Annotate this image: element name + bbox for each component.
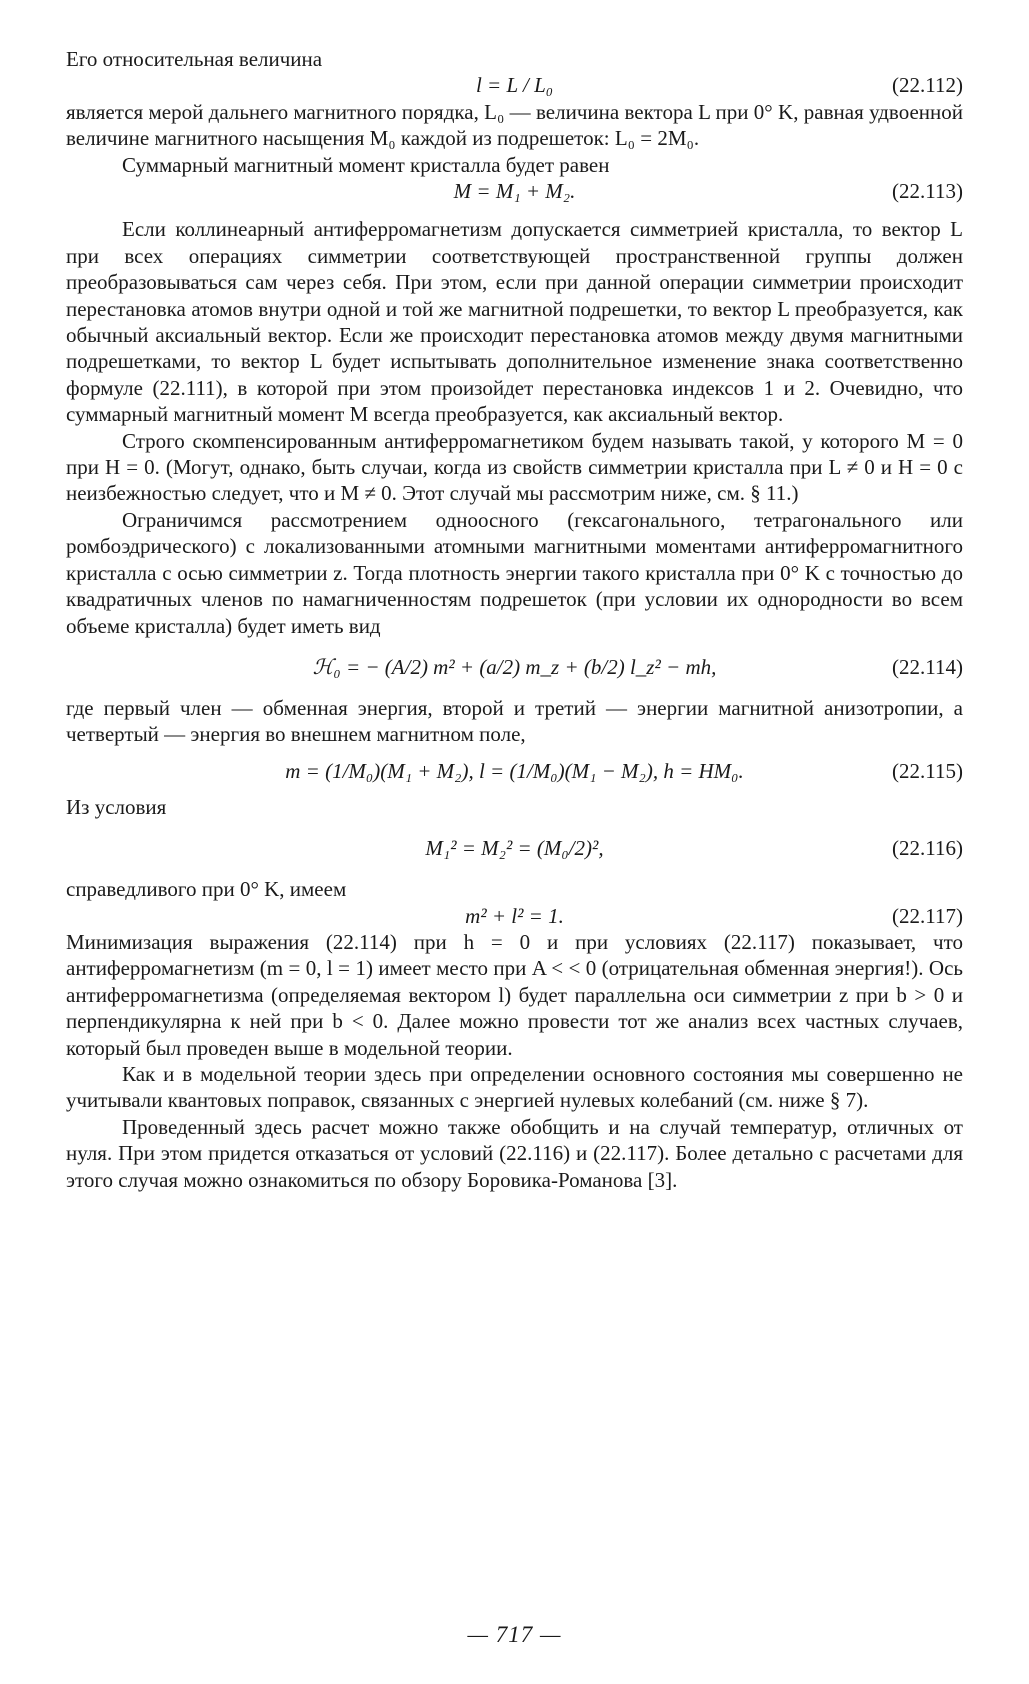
equation-number: (22.115) bbox=[892, 758, 963, 783]
equation-formula: ℋ₀ = − (A/2) m² + (a/2) m_z + (b/2) l_z² − mh, bbox=[312, 654, 717, 679]
paragraph: Суммарный магнитный момент кристалла будет равен bbox=[122, 152, 610, 177]
equation bbox=[66, 748, 963, 794]
paragraph: Минимизация выражения (22.114) при h = 0 и при условиях (22.117) показывает, что антиферромагнетизм (m = 0, l = 1) имеет место при A < < 0 (отрицательная обменная энергия!). Ось антиферромагнетизма (определяемая вектором l) будет параллельна оси симметрии z при b > 0 и перпендикулярна к ней при b < 0. Далее можно провести тот же анализ всех частных случаев, который был проведен выше в модельной теории. bbox=[66, 929, 963, 1060]
equation-formula: m = (1/M₀)(M₁ + M₂), l = (1/M₀)(M₁ − M₂), h = HM₀. bbox=[285, 758, 744, 783]
paragraph: Ограничимся рассмотрением одноосного (гексагонального, тетрагонального или ромбоэдрического) с локализованными атомными магнитными моментами антиферромагнитного кристалла с осью симметрии z. Тогда плотность энергии такого кристалла при 0° K с точностью до квадратичных членов по намагниченностям подрешеток (при условии их однородности во всем объеме кристалла) будет иметь вид bbox=[66, 507, 963, 638]
paragraph: Из условия bbox=[66, 794, 167, 819]
equation-formula: l = L / L₀ bbox=[475, 73, 554, 98]
equation-formula: M₁² = M₂² = (M₀/2)², bbox=[425, 836, 604, 861]
paragraph: справедливого при 0° K, имеем bbox=[66, 877, 347, 902]
equation-formula: M = M₁ + M₂. bbox=[453, 179, 576, 204]
equation-formula: m² + l² = 1. bbox=[465, 903, 564, 928]
paragraph: является мерой дальнего магнитного порядка, L₀ — величина вектора L при 0° K, равная удвоенной величине магнитного насыщения M₀ каждой из подрешеток: L₀ = 2M₀. bbox=[66, 99, 963, 151]
equation bbox=[66, 903, 963, 929]
equation-number: (22.114) bbox=[892, 654, 963, 679]
equation-number: (22.112) bbox=[892, 73, 963, 98]
page-body bbox=[66, 46, 963, 1193]
paragraph: Если коллинеарный антиферромагнетизм допускается симметрией кристалла, то вектор L при всех операциях симметрии соответствующей пространственной группы должен преобразовываться сам через себя. При этом, если при данной операции симметрии происходит перестановка атомов внутри одной и той же магнитной подрешетки, то вектор L преобразуется, как обычный аксиальный вектор. Если же происходит перестановка атомов между двумя магнитными подрешетками, то вектор L будет испытывать дополнительное изменение знака соответственно формуле (22.111), в которой при этом произойдет перестановка индексов 1 и 2. Очевидно, что суммарный магнитный момент M всегда преобразуется, как аксиальный вектор. bbox=[66, 217, 963, 427]
spacer bbox=[66, 204, 963, 216]
paragraph: Его относительная величина bbox=[66, 47, 323, 71]
equation bbox=[66, 72, 963, 98]
page-number: — 717 — bbox=[467, 1622, 562, 1647]
equation-number: (22.116) bbox=[892, 836, 963, 861]
paragraph: Строго скомпенсированным антиферромагнетиком будем называть такой, у которого M = 0 при H = 0. (Могут, однако, быть случаи, когда из свойств симметрии кристалла при L ≠ 0 и H = 0 с неизбежностью следует, что и M ≠ 0. Этот случай мы рассмотрим ниже, см. § 11.) bbox=[66, 428, 963, 506]
paragraph: где первый член — обменная энергия, второй и третий — энергии магнитной анизотропии, а четвертый — энергия во внешнем магнитном поле, bbox=[66, 695, 963, 747]
equation bbox=[66, 820, 963, 876]
paragraph: Как и в модельной теории здесь при определении основного состояния мы совершенно не учитывали квантовых поправок, связанных с энергией нулевых колебаний (см. ниже § 7). bbox=[66, 1061, 963, 1113]
paragraph: Проведенный здесь расчет можно также обобщить и на случай температур, отличных от нуля. При этом придется отказаться от условий (22.116) и (22.117). Более детально с расчетами для этого случая можно ознакомиться по обзору Боровика-Романова [3]. bbox=[66, 1114, 963, 1192]
equation-number: (22.117) bbox=[892, 903, 963, 928]
equation bbox=[66, 639, 963, 695]
equation-number: (22.113) bbox=[892, 179, 963, 204]
equation bbox=[66, 178, 963, 204]
